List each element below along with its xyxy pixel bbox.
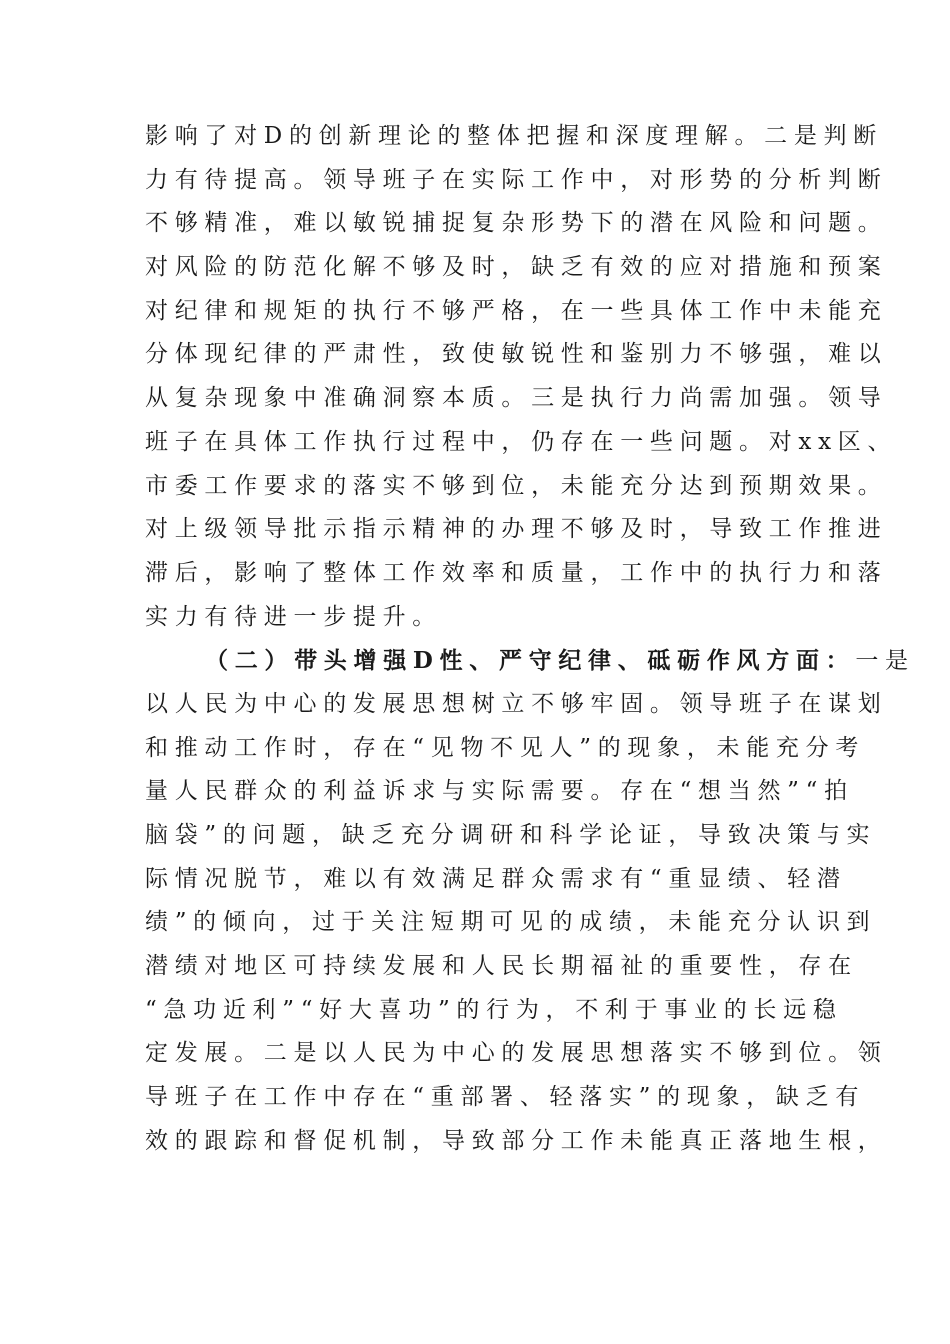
text-line: 对纪律和规矩的执行不够严格，在一些具体工作中未能充 <box>145 297 888 324</box>
paragraph-execution-issues <box>145 115 898 639</box>
text-line: 定发展。二是以人民为中心的发展思想落实不够到位。领 <box>145 1040 888 1067</box>
text-line: 市委工作要求的落实不够到位，未能充分达到预期效果。 <box>145 472 888 499</box>
text-line: 效的跟踪和督促机制，导致部分工作未能真正落地生根， <box>145 1127 888 1154</box>
text-line: 影响了对D的创新理论的整体把握和深度理解。二是判断 <box>145 123 883 149</box>
text-line: 量人民群众的利益诉求与实际需要。存在“想当然”“拍 <box>145 778 854 805</box>
text-line: 对上级领导批示指示精神的办理不够及时，导致工作推进 <box>145 516 888 543</box>
text-line: 以人民为中心的发展思想树立不够牢固。领导班子在谋划 <box>145 690 888 717</box>
text-line: “急功近利”“好大喜功”的行为，不利于事业的长远稳 <box>145 996 843 1023</box>
text-line: 从复杂现象中准确洞察本质。三是执行力尚需加强。领导 <box>145 385 888 412</box>
section-heading-line <box>145 639 915 683</box>
text-line: 绩”的倾向，过于关注短期可见的成绩，未能充分认识到 <box>145 909 877 936</box>
text-line: 际情况脱节，难以有效满足群众需求有“重显绩、轻潜 <box>145 865 847 892</box>
text-line: 实力有待进一步提升。 <box>145 603 442 630</box>
text-line: 脑袋”的问题，缺乏充分调研和科学论证，导致决策与实 <box>145 822 877 848</box>
text-line: 班子在具体工作执行过程中，仍存在一些问题。对xx区、 <box>145 428 898 455</box>
text-line: 分体现纪律的严肃性，致使敏锐性和鉴别力不够强，难以 <box>145 341 888 368</box>
text-run: 一是 <box>855 648 915 675</box>
document-body <box>145 115 915 1164</box>
text-line: 不够精准，难以敏锐捕捉复杂形势下的潜在风险和问题。 <box>145 210 888 237</box>
text-line: 潜绩对地区可持续发展和人民长期福祉的重要性，存在 <box>145 953 858 980</box>
text-line: 对风险的防范化解不够及时，缺乏有效的应对措施和预案 <box>145 254 888 281</box>
text-line: 力有待提高。领导班子在实际工作中，对形势的分析判断 <box>145 166 888 193</box>
section-heading: （二）带头增强D性、严守纪律、砥砺作风方面： <box>205 647 856 675</box>
text-line: 滞后，影响了整体工作效率和质量，工作中的执行力和落 <box>145 559 888 586</box>
paragraph-party-discipline <box>145 639 915 1163</box>
text-line: 和推动工作时，存在“见物不见人”的现象，未能充分考 <box>145 734 866 761</box>
text-line: 导班子在工作中存在“重部署、轻落实”的现象，缺乏有 <box>145 1084 866 1111</box>
